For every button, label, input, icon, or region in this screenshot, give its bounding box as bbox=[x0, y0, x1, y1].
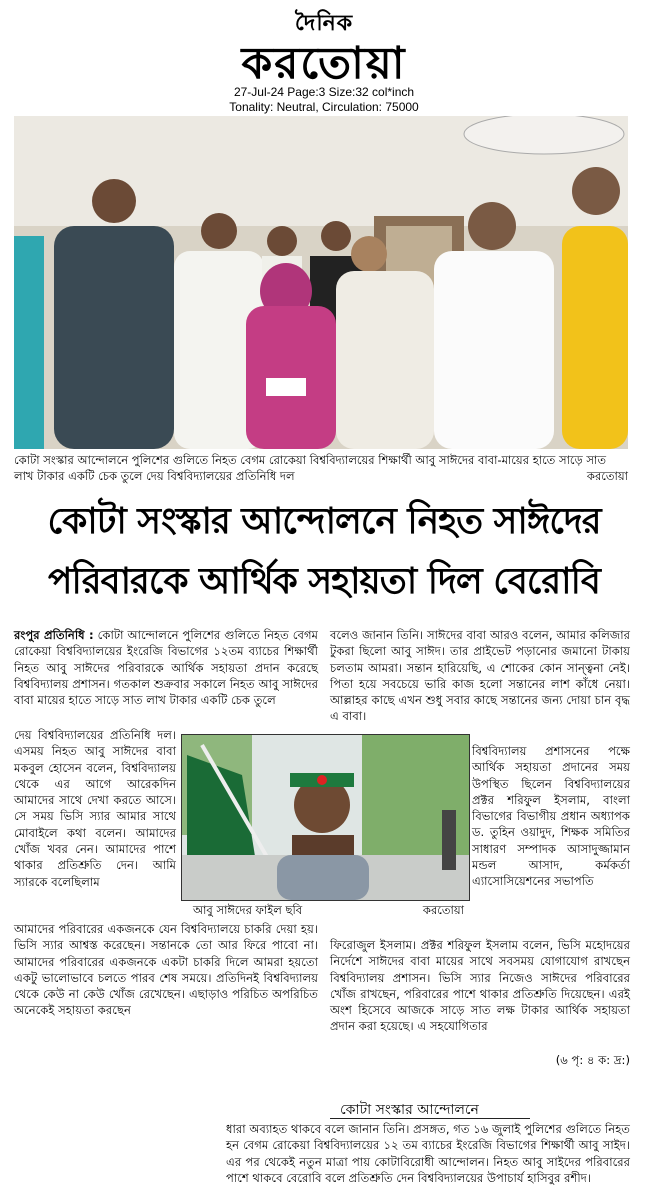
headline-line1: কোটা সংস্কার আন্দোলনে নিহত সাঈদের bbox=[47, 501, 601, 542]
continuation-divider bbox=[330, 1118, 530, 1119]
main-photo bbox=[14, 116, 628, 449]
photo-caption-text: কোটা সংস্কার আন্দোলনে পুলিশের গুলিতে নিহত বেগম রোকেয়া বিশ্ববিদ্যালয়ের শিক্ষার্থী আবু সাঈদের বাবা-মায়ের হাতে সাড়ে সাত লাখ টাকার একটি চেক তুলে দেয় বিশ্ববিদ্যালয়ের প্রতিনিধি দল bbox=[14, 453, 606, 483]
inset-caption bbox=[181, 902, 468, 918]
photo-caption-credit: করতোয়া bbox=[586, 469, 628, 483]
article-left-narrow: দেয় বিশ্ববিদ্যালয়ের প্রতিনিধি দল। এসময় নিহত আবু সাঈদের বাবা মকবুল হোসেন বলেন, বিশ্ববিদ্যালয় থেকে এর আগে আরেকদিন আমাদের সাথে দেখা করতে আসে। সে সময় ভিসি স্যার আমার সাথে মোবাইলে কথা বলেন। আমাদের খোঁজ খবর নেন। আমাদের পাশে থাকার প্রতিশ্রুতি দেন। আমি স্যারকে বলেছিলাম bbox=[14, 728, 176, 889]
headline-line2: পরিবারকে আর্থিক সহায়তা দিল বেরোবি bbox=[48, 561, 600, 602]
article-left-top bbox=[14, 627, 318, 708]
article-left-bottom: আমাদের পরিবারের একজনকে যেন বিশ্ববিদ্যালয়ে চাকরি দেয়া হয়। ভিসি স্যার আশ্বস্ত করেছেন। সন্তানকে তো আর ফিরে পাবো না। আমাদের পরিবারের একজনকে একটা চাকরি দিলে আমরা হয়তো একটু ভালোভাবে চলতে পারব শেষ সময়ে। প্রতিদিনই বিশ্ববিদ্যালয় থেকে কেউ না কেউ খোঁজ রেখেছেন। এছাড়াও পরিচিত অপরিচিত অনেকেই সহায়তা করছেন bbox=[14, 922, 318, 1018]
clip-meta-line1: 27-Jul-24 Page:3 Size:32 col*inch bbox=[233, 85, 415, 99]
article-right-bottom bbox=[330, 937, 630, 1035]
article-left-top-text: কোটা আন্দোলনে পুলিশের গুলিতে নিহত বেগম রোকেয়া বিশ্ববিদ্যালয়ের ইংরেজি বিভাগের ১২তম ব্যাচের শিক্ষার্থী নিহত আবু সাঈদের পরিবারকে আর্থিক সহায়তা প্রদান করেছে বিশ্ববিদ্যালয় প্রশাসন। গতকাল শুক্রবার সকালে নিহত আবু সাঈদের বাবা মায়ের হাতে সাড়ে সাত লাখ টাকার একটি চেক তুলে bbox=[14, 628, 318, 708]
masthead-title: করতোয়া bbox=[241, 38, 407, 89]
continuation-heading: কোটা সংস্কার আন্দোলনে bbox=[340, 1102, 479, 1118]
photo-caption bbox=[14, 452, 628, 484]
continuation-text: ধারা অব্যাহত থাকবে বলে জানান তিনি। প্রসঙ্গত, গত ১৬ জুলাই পুলিশের গুলিতে নিহত হন বেগম রোকেয়া বিশ্ববিদ্যালয়ের ১২ তম ব্যাচের ইংরেজি বিভাগের শিক্ষার্থী আবু সাইদ। এর পর থেকেই নতুন মাত্রা পায় কোটাবিরোধী আন্দোলন। নিহত আবু সাইদের পরিবারের পাশে থাকবে বেরোবি বলে প্রতিশ্রুতি দেন বিশ্ববিদ্যালয়ের উপাচার্য হাসিবুর রশীদ। bbox=[226, 1122, 630, 1185]
inset-photo bbox=[181, 734, 470, 901]
dateline: রংপুর প্রতিনিধি : bbox=[14, 628, 94, 642]
inset-caption-credit: করতোয়া bbox=[422, 903, 464, 917]
article-right-narrow: বিশ্ববিদ্যালয় প্রশাসনের পক্ষে আর্থিক সহায়তা প্রদানের সময় উপস্থিত ছিলেন বিশ্ববিদ্যালয়ের প্রক্টর শরিফুল ইসলাম, বাংলা বিভাগের বিভাগীয় প্রধান অধ্যাপক ড. তুহিন ওয়াদুদ, শিক্ষক সমিতির সাধারণ সম্পাদক আসাদুজ্জামান মন্ডল আসাদ, কর্মকর্তা এ্যাসোসিয়েশনের সভাপতি bbox=[472, 744, 630, 889]
inset-caption-text: আবু সাঈদের ফাইল ছবি bbox=[193, 903, 303, 917]
clip-meta-line2: Tonality: Neutral, Circulation: 75000 bbox=[229, 100, 419, 114]
article-right-top: বলেও জানান তিনি। সাঈদের বাবা আরও বলেন, আমার কলিজার টুকরা ছিলো আবু সাঈদ। তার প্রাইভেট পড়ানোর জমানো টাকায় চলতাম আমরা। সন্তান হারিয়েছি, এ শোকের কোন সান্ত্বনা নেই। পিতা হয়ে সবচেয়ে ভারি কাজ হলো সন্তানের লাশ কাঁধে নেয়া। আল্লাহর কাছে এখন শুধু সবার কাছে সন্তানের জন্য দোয়া চান বৃদ্ধ এ বাবা। bbox=[330, 628, 630, 724]
article-right-bottom-text: ফিরোজুল ইসলাম। প্রক্টর শরিফুল ইসলাম বলেন, ভিসি মহোদয়ের নির্দেশে সাঈদের বাবা মায়ের সাথে সবসময় যোগাযোগ রাখছেন বিশ্ববিদ্যালয় প্রশাসন। ভিসি স্যার নিজেও সাঈদের পরিবারের খোঁজ রাখছেন, পরিবারের পাশে থাকার প্রতিশ্রুতি দিয়েছেন। এরই অংশ হিসেবে আজকে সাড়ে সাত লক্ষ টাকার আর্থিক সহায়তা প্রদান করা হয়েছে। এ সহযোগিতার bbox=[330, 938, 630, 1034]
continued-ref: (৬ পৃ: ৪ ক: দ্র:) bbox=[555, 1053, 630, 1067]
masthead-small: দৈনিক bbox=[294, 10, 354, 36]
